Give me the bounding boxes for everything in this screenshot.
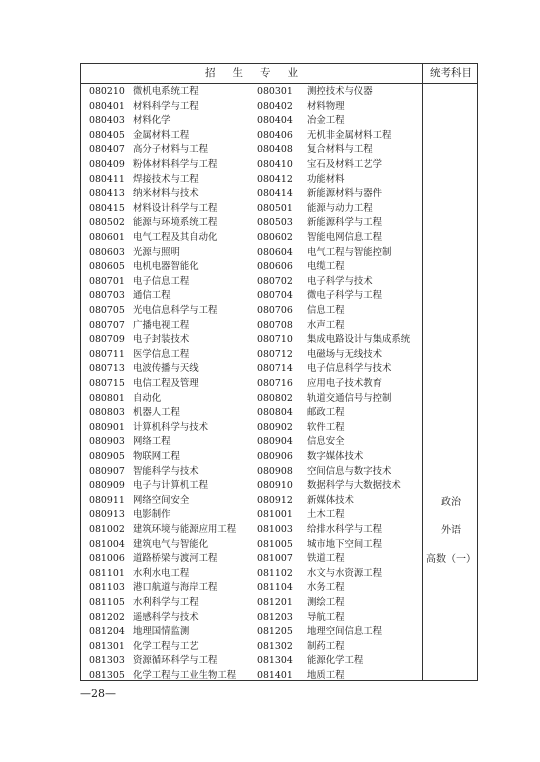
major-code: 081104: [257, 582, 293, 594]
table-row: [81, 100, 422, 115]
table-row: [81, 450, 422, 465]
table-row: [81, 567, 422, 582]
major-code: 080905: [89, 451, 125, 462]
major-code: 080601: [89, 232, 125, 243]
major-code: 080605: [89, 261, 125, 273]
major-name: 资源循环科学与工程: [133, 655, 218, 667]
major-name: 机器人工程: [133, 407, 180, 419]
major-code: 080906: [257, 451, 293, 462]
major-code: 080711: [89, 348, 125, 360]
major-name: 光电信息科学与工程: [133, 305, 218, 316]
table-row: [81, 669, 422, 684]
major-code: 080801: [89, 392, 125, 404]
major-code: 080709: [89, 334, 125, 346]
page-number: —28—: [80, 687, 116, 700]
major-name: 粉体材料科学与工程: [133, 159, 218, 170]
table-row: [81, 289, 422, 304]
major-code: 080704: [257, 290, 293, 302]
major-code: 081007: [257, 553, 293, 565]
major-name: 水声工程: [307, 319, 345, 331]
major-code: 080413: [89, 188, 125, 200]
major-name: 焊接技术与工程: [133, 173, 199, 185]
table-row: [81, 392, 422, 407]
major-name: 导航工程: [307, 611, 345, 623]
major-code: 081102: [257, 567, 293, 579]
major-name: 微机电系统工程: [133, 86, 199, 97]
major-code: 081303: [89, 655, 125, 667]
major-code: 080603: [89, 246, 125, 258]
major-code: 080802: [257, 392, 293, 404]
table-row: [81, 523, 422, 538]
major-name: 制药工程: [307, 640, 345, 652]
major-name: 地理空间信息工程: [307, 626, 383, 638]
major-code: 080705: [89, 305, 125, 316]
major-code: 080907: [89, 465, 125, 477]
major-code: 080716: [257, 378, 293, 389]
table-row: [81, 246, 422, 261]
major-name: 化学工程与工艺: [133, 640, 199, 652]
major-code: 080606: [257, 261, 293, 273]
table-row: [81, 465, 422, 480]
major-name: 电子信息科学与技术: [307, 363, 392, 375]
major-code: 080804: [257, 407, 293, 419]
major-code: 081105: [89, 597, 125, 608]
major-name: 建筑环境与能源应用工程: [133, 524, 237, 535]
major-name: 数字媒体技术: [307, 451, 364, 462]
table-row: [81, 187, 422, 202]
major-code: 080701: [89, 275, 125, 287]
major-name: 邮政工程: [307, 407, 345, 419]
table-row: [81, 216, 422, 231]
table-body: [81, 83, 422, 680]
major-name: 土木工程: [307, 509, 345, 521]
major-name: 电磁场与无线技术: [307, 348, 383, 360]
table-row: [81, 333, 422, 348]
major-code: 080715: [89, 378, 125, 389]
major-name: 电影制作: [133, 509, 171, 521]
major-code: 080706: [257, 305, 293, 316]
major-code: 081302: [257, 640, 293, 652]
major-name: 网络空间安全: [133, 494, 190, 506]
major-name: 电波传播与天线: [133, 363, 199, 375]
major-name: 自动化: [133, 392, 162, 404]
major-code: 080501: [257, 202, 293, 214]
major-code: 081101: [89, 567, 125, 579]
major-name: 铁道工程: [307, 553, 345, 565]
table-row: [81, 479, 422, 494]
major-code: 080710: [257, 334, 293, 346]
major-code: 080503: [257, 217, 293, 229]
exam-subject-math: 高数（一）: [426, 554, 476, 565]
major-name: 电子封装技术: [133, 334, 190, 346]
major-name: 道路桥梁与渡河工程: [133, 553, 218, 565]
major-code: 080415: [89, 202, 125, 214]
major-name: 高分子材料与工程: [133, 144, 209, 156]
major-code: 080402: [257, 100, 293, 112]
major-name: 冶金工程: [307, 115, 345, 127]
major-name: 水利水电工程: [133, 567, 190, 579]
subject-table: [80, 63, 478, 681]
major-name: 集成电路设计与集成系统: [307, 334, 411, 346]
major-name: 水利科学与工程: [133, 597, 199, 608]
major-code: 081202: [89, 611, 125, 623]
major-code: 080411: [89, 173, 125, 185]
column-divider: [422, 83, 423, 680]
table-row: [81, 625, 422, 640]
major-code: 080902: [257, 421, 293, 433]
major-name: 金属材料工程: [133, 129, 190, 141]
major-name: 材料物理: [307, 100, 345, 112]
table-row: [81, 158, 422, 173]
major-name: 智能科学与技术: [133, 465, 199, 477]
table-row: [81, 508, 422, 523]
major-code: 081001: [257, 509, 293, 521]
major-code: 080910: [257, 480, 293, 492]
table-row: [81, 640, 422, 655]
table-row: [81, 231, 422, 246]
table-header: [81, 64, 477, 84]
major-name: 电气工程及其自动化: [133, 232, 218, 243]
table-row: [81, 275, 422, 290]
major-name: 宝石及材料工艺学: [307, 159, 383, 170]
major-name: 电信工程及管理: [133, 378, 199, 389]
table-row: [81, 260, 422, 275]
major-code: 080405: [89, 129, 125, 141]
major-name: 电子科学与技术: [307, 275, 373, 287]
major-name: 遥感科学与技术: [133, 611, 199, 623]
major-name: 空间信息与数字技术: [307, 465, 392, 477]
major-name: 城市地下空间工程: [307, 538, 383, 550]
header-major: 招生专业: [205, 67, 315, 79]
major-code: 080803: [89, 407, 125, 419]
major-name: 水文与水资源工程: [307, 567, 383, 579]
table-row: [81, 348, 422, 363]
table-row: [81, 538, 422, 553]
major-name: 电气工程与智能控制: [307, 246, 392, 258]
major-name: 数据科学与大数据技术: [307, 480, 401, 492]
table-row: [81, 319, 422, 334]
major-name: 轨道交通信号与控制: [307, 392, 392, 404]
major-code: 081005: [257, 538, 293, 550]
major-code: 080708: [257, 319, 293, 331]
major-code: 080407: [89, 144, 125, 156]
major-name: 医学信息工程: [133, 348, 190, 360]
table-row: [81, 406, 422, 421]
table-row: [81, 611, 422, 626]
major-name: 材料科学与工程: [133, 100, 199, 112]
major-name: 地质工程: [307, 670, 345, 681]
major-code: 080913: [89, 509, 125, 521]
major-name: 能源化学工程: [307, 655, 364, 667]
major-name: 建筑电气与智能化: [133, 538, 209, 550]
major-name: 无机非金属材料工程: [307, 129, 392, 141]
major-code: 081301: [89, 640, 125, 652]
major-code: 080408: [257, 144, 293, 156]
major-name: 能源与环境系统工程: [133, 217, 218, 229]
major-name: 测绘工程: [307, 597, 345, 608]
major-name: 广播电视工程: [133, 319, 190, 331]
major-name: 复合材料与工程: [307, 144, 373, 156]
major-code: 081204: [89, 626, 125, 638]
major-name: 港口航道与海岸工程: [133, 582, 218, 594]
major-code: 080301: [257, 86, 293, 97]
major-code: 080404: [257, 115, 293, 127]
major-name: 电子信息工程: [133, 275, 190, 287]
table-row: [81, 114, 422, 129]
major-name: 给排水科学与工程: [307, 524, 383, 535]
table-row: [81, 654, 422, 669]
major-code: 080702: [257, 275, 293, 287]
major-code: 081203: [257, 611, 293, 623]
exam-subject-foreign-language: 外语: [441, 525, 461, 536]
table-row: [81, 304, 422, 319]
major-code: 080403: [89, 115, 125, 127]
major-name: 电缆工程: [307, 261, 345, 273]
major-code: 081103: [89, 582, 125, 594]
major-code: 080909: [89, 480, 125, 492]
major-name: 能源与动力工程: [307, 202, 373, 214]
table-row: [81, 362, 422, 377]
major-code: 080604: [257, 246, 293, 258]
major-name: 纳米材料与技术: [133, 188, 199, 200]
major-name: 微电子科学与工程: [307, 290, 383, 302]
major-code: 080903: [89, 436, 125, 448]
major-code: 080401: [89, 100, 125, 112]
table-row: [81, 143, 422, 158]
major-code: 080901: [89, 421, 125, 433]
exam-subject-politics: 政治: [441, 497, 461, 508]
table-row: [81, 173, 422, 188]
major-name: 水务工程: [307, 582, 345, 594]
major-name: 测控技术与仪器: [307, 86, 373, 97]
major-name: 材料化学: [133, 115, 171, 127]
major-name: 功能材料: [307, 173, 345, 185]
major-name: 智能电网信息工程: [307, 232, 383, 243]
major-code: 081401: [257, 670, 293, 681]
major-code: 080412: [257, 173, 293, 185]
major-name: 信息工程: [307, 305, 345, 316]
major-name: 新能源科学与工程: [307, 217, 383, 229]
major-code: 080703: [89, 290, 125, 302]
table-row: [81, 581, 422, 596]
major-name: 地理国情监测: [133, 626, 190, 638]
table-row: [81, 596, 422, 611]
table-row: [81, 435, 422, 450]
major-code: 080707: [89, 319, 125, 331]
major-code: 080414: [257, 188, 293, 200]
major-code: 080713: [89, 363, 125, 375]
major-name: 软件工程: [307, 421, 345, 433]
major-code: 081201: [257, 597, 293, 608]
major-code: 080714: [257, 363, 293, 375]
major-name: 信息安全: [307, 436, 345, 448]
major-code: 080712: [257, 348, 293, 360]
major-name: 电机电器智能化: [133, 261, 199, 273]
major-name: 网络工程: [133, 436, 171, 448]
table-row: [81, 129, 422, 144]
major-code: 081205: [257, 626, 293, 638]
major-code: 080410: [257, 159, 293, 170]
major-code: 080904: [257, 436, 293, 448]
major-name: 电子与计算机工程: [133, 480, 209, 492]
table-row: [81, 85, 422, 100]
major-code: 080911: [89, 494, 125, 506]
major-code: 080502: [89, 217, 125, 229]
major-name: 光源与照明: [133, 246, 180, 258]
table-row: [81, 552, 422, 567]
major-code: 081002: [89, 524, 125, 535]
major-code: 080406: [257, 129, 293, 141]
major-name: 物联网工程: [133, 451, 180, 462]
major-code: 081305: [89, 670, 125, 681]
table-row: [81, 377, 422, 392]
header-exam: 统考科目: [422, 64, 479, 83]
major-name: 化学工程与工业生物工程: [133, 670, 237, 681]
major-code: 081004: [89, 538, 125, 550]
table-row: [81, 202, 422, 217]
major-code: 081304: [257, 655, 293, 667]
major-code: 080912: [257, 494, 293, 506]
table-row: [81, 421, 422, 436]
major-code: 080409: [89, 159, 125, 170]
major-name: 应用电子技术教育: [307, 378, 383, 389]
major-code: 081003: [257, 524, 293, 535]
major-code: 080210: [89, 86, 125, 97]
major-code: 081006: [89, 553, 125, 565]
major-name: 材料设计科学与工程: [133, 202, 218, 214]
major-name: 通信工程: [133, 290, 171, 302]
major-name: 新媒体技术: [307, 494, 354, 506]
table-row: [81, 494, 422, 509]
major-name: 新能源材料与器件: [307, 188, 383, 200]
major-code: 080602: [257, 232, 293, 243]
major-code: 080908: [257, 465, 293, 477]
major-name: 计算机科学与技术: [133, 421, 209, 433]
